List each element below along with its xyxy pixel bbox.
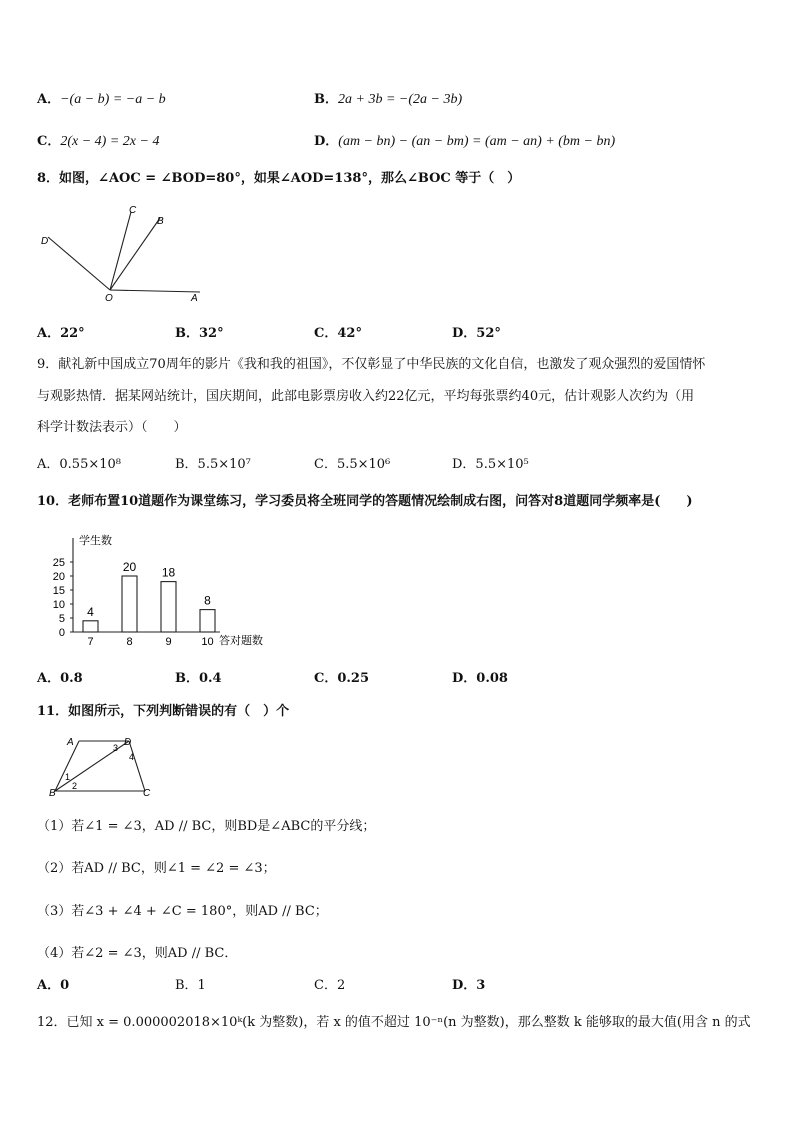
- bar-9: [161, 582, 176, 632]
- x-tick-label: 10: [201, 636, 214, 648]
- q8-option-b: B．32°: [175, 326, 224, 341]
- y-tick-label: 25: [52, 557, 65, 569]
- y-tick-label: 0: [58, 627, 65, 639]
- y-tick-label: 20: [52, 571, 65, 583]
- q11-angle-1: 1: [65, 772, 71, 782]
- bar-7: [83, 621, 98, 632]
- q11-option-d: D．3: [452, 978, 486, 993]
- q9-option-a: A．0.55×10⁸: [37, 457, 121, 472]
- q11-stem: 11．如图所示，下列判断错误的有（ ）个: [37, 704, 290, 719]
- y-tick-label: 5: [58, 613, 65, 625]
- q8-label-o: O: [105, 293, 113, 304]
- q9-option-d: D．5.5×10⁵: [452, 457, 529, 472]
- x-tick-label: 8: [126, 636, 133, 648]
- q8-option-a: A．22°: [37, 326, 85, 341]
- chart-x-label: 答对题数: [219, 635, 263, 647]
- x-tick-label: 7: [87, 636, 94, 648]
- q11-statement-4: （4）若∠2 = ∠3，则AD // BC．: [37, 946, 238, 961]
- q11-label-a: A: [67, 737, 74, 748]
- q11-statement-3: （3）若∠3 + ∠4 + ∠C = 180°，则AD // BC；: [37, 904, 328, 919]
- q9-option-c: C．5.5×10⁶: [314, 457, 391, 472]
- y-tick-label: 15: [52, 585, 65, 597]
- q11-option-b: B．1: [175, 978, 206, 993]
- bar-value-label: 8: [204, 593, 211, 608]
- q9-stem-line2: 与观影热情．据某网站统计，国庆期间，此部电影票房收入约22亿元，平均每张票约40元，估计观影人次约为（用: [37, 389, 695, 404]
- q11-angle-4: 4: [129, 752, 135, 762]
- q11-label-d: D: [124, 737, 132, 748]
- q10-option-b: B．0.4: [175, 671, 222, 686]
- q11-statement-2: （2）若AD // BC，则∠1 = ∠2 = ∠3；: [37, 861, 276, 876]
- q7-option-b: B．2a + 3b = −(2a − 3b): [314, 92, 463, 107]
- q9-option-b: B．5.5×10⁷: [175, 457, 251, 472]
- q8-angle-figure: [35, 200, 210, 308]
- q10-stem: 10．老师布置10道题作为课堂练习，学习委员将全班同学的答题情况绘制成右图，问答对8道题同学频率是( ): [37, 494, 693, 509]
- q12-stem: 12．已知 x = 0.000002018×10ᵏ(k 为整数)，若 x 的值不超过 10⁻ⁿ(n 为整数)，那么整数 k 能够取的最大值(用含 n 的式: [37, 1015, 751, 1030]
- q9-stem-line3: 科学计数法表示）（ ）: [37, 420, 187, 435]
- q10-option-d: D．0.08: [452, 671, 508, 686]
- q11-label-b: B: [49, 788, 56, 798]
- q8-option-d: D．52°: [452, 326, 501, 341]
- q8-option-c: C．42°: [314, 326, 362, 341]
- bar-value-label: 20: [122, 560, 137, 574]
- q8-stem: 8．如图，∠AOC = ∠BOD=80°，如果∠AOD=138°，那么∠BOC 等于（ ）: [37, 171, 521, 186]
- q11-angle-2: 2: [72, 781, 78, 791]
- bar-10: [200, 610, 215, 632]
- q8-label-b: B: [157, 216, 164, 227]
- q8-label-a: A: [191, 293, 198, 304]
- q10-option-c: C．0.25: [314, 671, 370, 686]
- q7-option-d: D．(am − bn) − (an − bm) = (am − an) + (bm − bn): [314, 134, 616, 149]
- q10-bar-chart: [35, 530, 300, 655]
- q7-option-a: A．−(a − b) = −a − b: [37, 92, 166, 107]
- bar-value-label: 4: [87, 604, 94, 619]
- x-tick-label: 9: [165, 636, 172, 648]
- q11-trapezoid-figure: [45, 733, 175, 798]
- q8-label-d: D: [41, 236, 49, 247]
- q7-option-c: C．2(x − 4) = 2x − 4: [37, 134, 160, 149]
- chart-y-label: 学生数: [79, 535, 112, 547]
- q11-option-c: C．2: [314, 978, 346, 993]
- q8-label-c: C: [129, 205, 137, 216]
- q10-option-a: A．0.8: [37, 671, 83, 686]
- q9-stem-line1: 9．献礼新中国成立70周年的影片《我和我的祖国》，不仅彰显了中华民族的文化自信，也激发了观众强烈的爱国情怀: [37, 357, 706, 372]
- q11-option-a: A．0: [37, 978, 70, 993]
- bar-8: [122, 576, 137, 632]
- bar-value-label: 18: [161, 565, 176, 580]
- q11-statement-1: （1）若∠1 = ∠3，AD // BC，则BD是∠ABC的平分线；: [37, 819, 376, 834]
- q11-label-c: C: [143, 788, 151, 798]
- y-tick-label: 10: [52, 599, 65, 611]
- q11-angle-3: 3: [113, 743, 119, 753]
